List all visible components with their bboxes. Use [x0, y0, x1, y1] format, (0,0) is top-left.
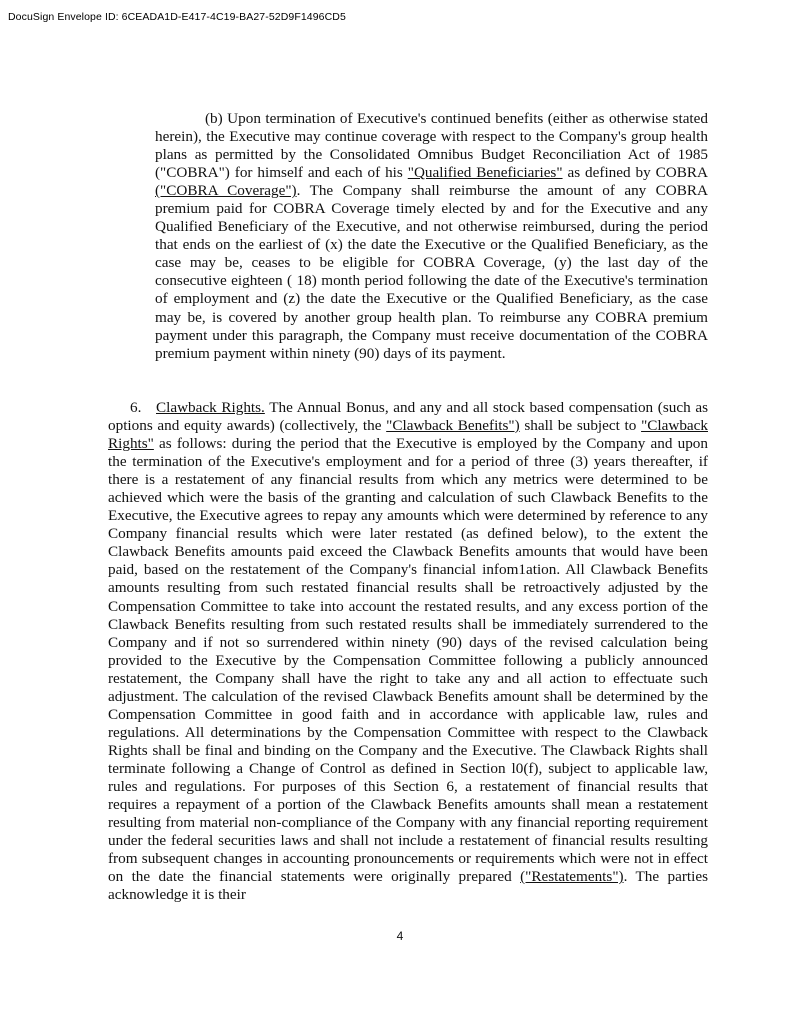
- cobra-text-1: (b) Upon termination of Executive's continued benefits (either as otherwise stated herein), the Executive may continue coverage with respect to the Company's group health plans as permitted by the Consolidated Omnibus Budget Reconciliation Act of 1985 ("COBRA") for himself and each of his: [155, 110, 708, 182]
- paragraph-5b-cobra: [155, 110, 708, 363]
- clawback-text-3: as follows: during the period that the Executive is employed by the Company and upon the termination of the Executive's employment and for a period of three (3) years thereafter, if there is a restatement of any financial results from which any metrics were determined to be achieved which were the basis of the granting and calculation of such Clawback Benefits to the Executive, the Executive agrees to repay any amounts which were determined by reference to any Company financial results which were later restated (as defined below), to the extent the Clawback Benefits amounts paid exceed the Clawback Benefits amounts that would have been paid, based on the restatement of the Company's financial infom1ation. All Clawback Benefits amounts resulting from such restated financial results shall be retroactively adjusted by the Compensation Committee to take into account the restated results, and any excess portion of the Clawback Benefits resulting from such restated results shall be immediately surrendered to the Company and if not so surrendered within ninety (90) days of the revised calculation being provided to the Executive by the Compensation Committee following a publicly announced restatement, the Company shall have the right to take any and all action to effectuate such adjustment. The calculation of the revised Clawback Benefits amount shall be determined by the Compensation Committee in good faith and in accordance with applicable law, rules and regulations. All determinations by the Compensation Committee with respect to the Clawback Rights shall be final and binding on the Company and the Executive. The Clawback Rights shall terminate following a Change of Control as defined in Section l0(f), subject to applicable law, rules and regulations. For purposes of this Section 6, a restatement of financial results that requires a repayment of a portion of the Clawback Benefits amounts shall mean a restatement resulting from material non-compliance of the Company with any financial reporting requirement under the federal securities laws and shall not include a restatement of financial results resulting from subsequent changes in accounting pronouncements or requirements which were not in effect on the date the financial statements were originally prepared: [108, 435, 708, 886]
- cobra-text-2: as defined by COBRA: [562, 164, 708, 182]
- cobra-coverage-term: ("COBRA Coverage"): [155, 182, 297, 200]
- docusign-envelope-id: DocuSign Envelope ID: 6CEADA1D-E417-4C19-BA27-52D9F1496CD5: [8, 11, 346, 23]
- clawback-text-1: The Annual Bonus, and any and all stock based compensation (such as options and equity awards) (collectively, the: [108, 399, 708, 435]
- section-6-clawback-rights: [108, 399, 708, 904]
- clawback-benefits-term: "Clawback Benefits"): [386, 417, 520, 435]
- clawback-text-4: . The parties acknowledge it is their: [108, 868, 708, 904]
- qualified-beneficiaries-term: "Qualified Beneficiaries": [407, 164, 563, 182]
- section-heading: Clawback Rights.: [156, 399, 265, 416]
- restatements-term: ("Restatements"): [520, 868, 624, 886]
- cobra-text-3: . The Company shall reimburse the amount of any COBRA premium paid for COBRA Coverage timely elected by and for the Executive and any Qualified Beneficiary of the Executive, and not otherwise reimbursed, during the period that ends on the earliest of (x) the date the Executive or the Qualified Beneficiary, as the case may be, ceases to be eligible for COBRA Coverage, (y) the last day of the consecutive eighteen ( 18) month period following the date of the Executive's termination of employment and (z) the date the Executive or the Qualified Beneficiary, as the case may be, is covered by another group health plan. To reimburse any COBRA premium payment under this paragraph, the Company must receive documentation of the COBRA premium payment within ninety (90) days of its payment.: [155, 182, 708, 362]
- section-number: 6.: [130, 399, 142, 416]
- clawback-text-2: shall be subject to: [519, 417, 642, 435]
- page-number: 4: [396, 929, 404, 943]
- clawback-rights-term: "Clawback Rights": [108, 417, 708, 453]
